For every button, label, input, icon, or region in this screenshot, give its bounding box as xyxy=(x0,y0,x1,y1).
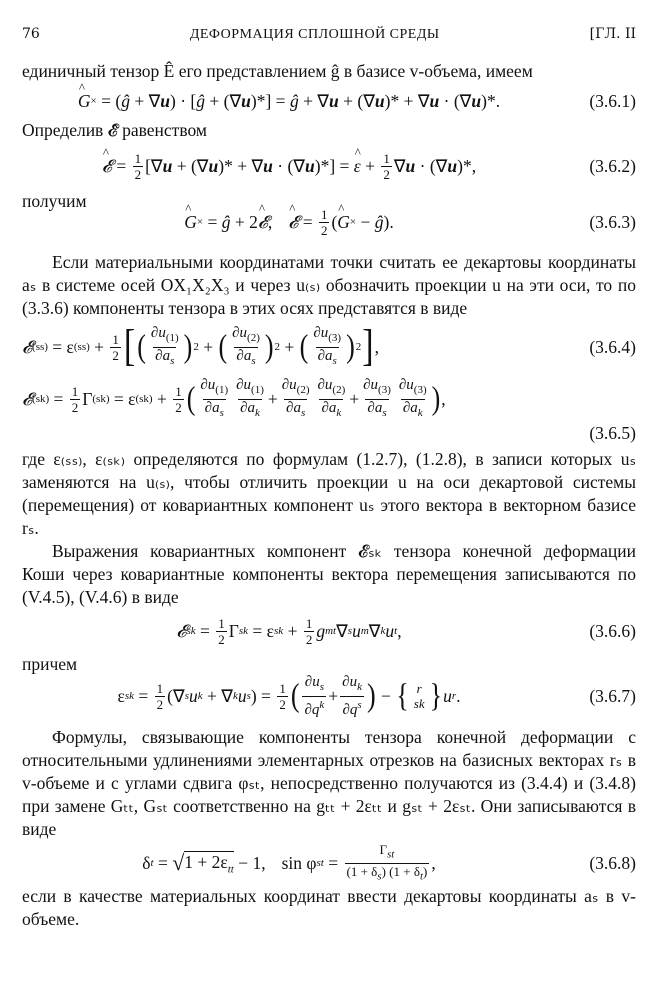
equation-number: (3.6.6) xyxy=(589,620,636,641)
equation-3-6-1: ^ G × = ( ĝ + ∇ u ) · [ ĝ + (∇ u )*] = ĝ + ∇ u + (∇ u )* + ∇ u · (∇ u )*. (3.6.1) xyxy=(22,83,636,119)
equation-3-6-7: ε sk = $\frac{1}{2}$ (∇ s u k + ∇ k u s ) = $\frac{1}{2}$ ( $\frac{\partial u_s}{\partial q^k}$ + $\frac{\partial u_k}{\partial q^s}$ ) − { r sk } u r . (3.6.7) xyxy=(117,673,636,718)
paragraph-6: Выражения ковариантных компонент 𝓔ₛₖ тензора конечной деформации Коши через ковариантные компоненты вектора перемещения записываются по (V.4.5), (V.4.6) в виде xyxy=(22,541,636,607)
paragraph-3: получим xyxy=(22,191,87,211)
page-number: 76 xyxy=(22,26,40,42)
equation-number: (3.6.1) xyxy=(589,90,636,111)
book-page xyxy=(22,26,636,931)
equation-number: (3.6.8) xyxy=(589,852,636,873)
equation-number: (3.6.2) xyxy=(589,155,636,176)
paragraph-1: единичный тензор Ê его представлением ĝ в базисе v-объема, имеем xyxy=(22,61,533,81)
paragraph-8: Формулы, связывающие компоненты тензора конечной деформации с относительными удлинениями элементарных отрезков на базисных векторах rₛ в v-объеме и с углами сдвига φₛₜ, непосредственно получаются из (3.4.4) и (3.4.8) при замене Gₜₜ, Gₛₜ соответственно на gₜₜ + 2εₜₜ и gₛₜ + 2εₛₜ. Они записываются в виде xyxy=(22,727,636,839)
equation-3-6-4: 𝓔 (ss) = ε (ss) + $\frac{1}{2}$ [ ( $\frac{\partial u_{(1)}}{\partial a_s}$ ) 2 + ( $\frac{\partial u_{(2)}}{\partial a_s}$ ) 2 + ( $\frac{\partial u_{(3)}}{\partial a_s}$ ) 2 ] , (3.6.4) xyxy=(22,322,636,371)
paragraph-2: Определив 𝓔̂ равенством xyxy=(22,120,207,140)
paragraph-7: причем xyxy=(22,654,78,674)
equation-3-6-8: δ t = √ $1 + 2\varepsilon_{tt}$ − 1, sin φ st = $\frac{\Gamma_{st}}{(1 + \delta_s) (1 + \delta_t)}$ , (3.6.8) xyxy=(142,841,636,883)
equation-3-6-5: 𝓔 (sk) = $\frac{1}{2}$ Γ (sk) = ε (sk) + $\frac{1}{2}$ ( $\frac{\partial u_{(1)}}{\partial a_s}$ $\frac{\partial u_{(1)}}{\partial a_k}$ + $\frac{\partial u_{(2)}}{\partial a_s}$ $\frac{\partial u_{(2)}}{\partial a_k}$ + $\frac{\partial u_{(3)}}{\partial a_s}$ $\frac{\partial u_{(3)}}{\partial a_k}$ ) , (3.6.5) xyxy=(22,376,636,443)
equation-number: (3.6.3) xyxy=(589,211,636,232)
chapter-label: [ГЛ. II xyxy=(589,26,636,42)
equation-3-6-2: ^ 𝓔 = $\frac{1}{2}$ [∇ u + (∇ u )* + ∇ u · (∇ u )*] = ^ ε + $\frac{1}{2}$ ∇ u · (∇ u )*, (3.6.2) xyxy=(22,142,636,190)
paragraph-4: Если материальными координатами точки считать ее декартовы координаты aₛ в системе осей OX₁X₂X₃ и через u₍ₛ₎ обозначить проекции u на эти оси, то по (3.3.6) компоненты тензора в этих осях представятся в виде xyxy=(22,252,636,318)
paragraph-5: где ε₍ₛₛ₎, ε₍ₛₖ₎ определяются по формулам (1.2.7), (1.2.8), в записи которых uₛ заменяются на u₍ₛ₎, чтобы отличить проекции u на оси декартовой системы (перемещения) от ковариантных компонент uₛ этого вектора в векторном базисе rₛ. xyxy=(22,449,636,538)
equation-number: (3.6.7) xyxy=(589,685,636,706)
running-header xyxy=(22,26,636,60)
running-title: ДЕФОРМАЦИЯ СПЛОШНОЙ СРЕДЫ xyxy=(189,27,440,42)
equation-3-6-6: 𝓔 sk = $\frac{1}{2}$ Γ sk = ε sk + $\frac{1}{2}$ g mt ∇ s u m ∇ k u t , (3.6.6) xyxy=(176,615,636,647)
equation-number: (3.6.5) xyxy=(589,423,636,443)
paragraph-9: если в качестве материальных координат ввести декартовы координаты aₛ в v-объеме. xyxy=(22,886,636,929)
equation-number: (3.6.4) xyxy=(589,336,636,357)
equation-3-6-3: ^ G × = ĝ + 2 ^ 𝓔 , ^ 𝓔 = $\frac{1}{2}$ ( ^ G × − ĝ ). (3.6.3) xyxy=(22,207,636,237)
